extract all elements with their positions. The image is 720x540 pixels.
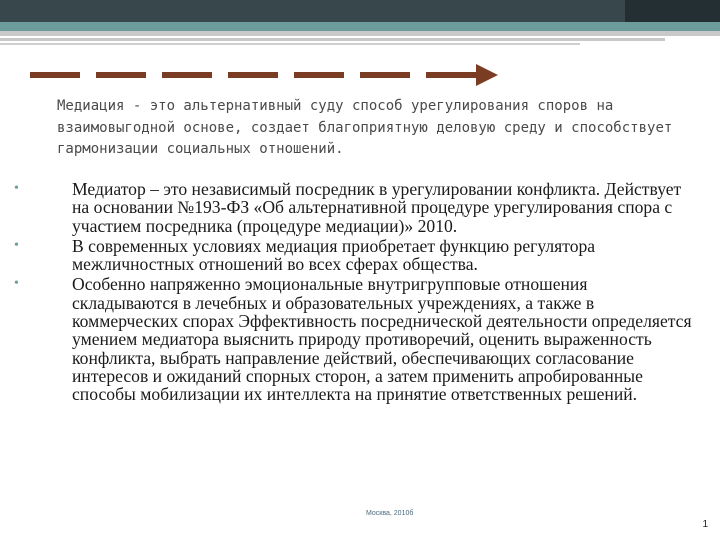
header-gray-line [0, 31, 720, 36]
intro-paragraph: Медиация - это альтернативный суду способ урегулирования споров на взаимовыгодной основе, создает благоприятную деловую среду и способствует гармонизации социальных отношений. [57, 98, 673, 157]
page-number: 1 [702, 519, 708, 530]
header-band [0, 0, 720, 22]
bullet-icon: • [14, 276, 19, 292]
header-teal-stripe [0, 22, 720, 31]
bullet-icon: • [14, 181, 19, 196]
header-band-dark-segment [625, 0, 720, 22]
footer-text: Москва, 2010б [366, 510, 414, 517]
bullet-text: Особенно напряженно эмоциональные внутригрупповые отношения складываются в лечебных и образовательных учреждениях, а также в коммерческих спорах Эффективность посреднической деятельности определяется умением медиатора выяснить природу противоречий, оценить выраженность конфликта, выбрать направление действий, обеспечивающих согласование интересов и ожиданий спорных сторон, а затем применить апробированные способы мобилизации их интеллекта на принятие ответственных решений. [72, 274, 692, 405]
list-item [12, 237, 692, 274]
bullet-text: В современных условиях медиация приобретает функцию регулятора межличностных отношений во всех сферах общества. [72, 235, 596, 275]
dashed-arrow-icon [30, 64, 500, 86]
header-gray-line [0, 43, 580, 45]
list-item [12, 275, 692, 403]
bullet-list [12, 180, 692, 406]
bullet-icon: • [14, 237, 19, 253]
header-gray-line [0, 38, 665, 41]
bullet-text: Медиатор – это независимый посредник в урегулировании конфликта. Действует на основании №193-ФЗ «Об альтернативной процедуре урегулирования спора с участием посредника (процедуре медиации)» 2010. [72, 179, 682, 236]
list-item [12, 180, 692, 235]
